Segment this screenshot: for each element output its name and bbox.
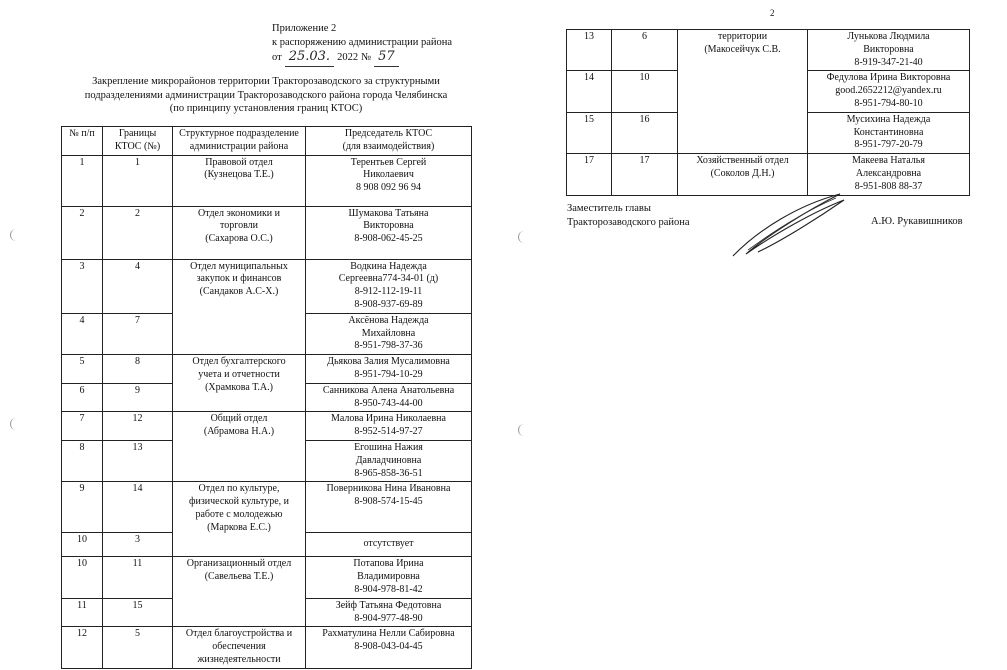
- row-bounds: 14: [103, 482, 173, 533]
- row-num: 6: [62, 383, 103, 412]
- handwritten-signature: [728, 190, 848, 260]
- row-chair: отсутствует: [306, 533, 472, 557]
- row-bounds: 2: [103, 206, 173, 259]
- row-unit: Отдел по культуре, физической культуре, и работе с молодежью (Маркова Е.С.): [173, 482, 306, 557]
- title-line-2: подразделениями администрации Тракторозаводского района города Челябинска: [84, 89, 448, 101]
- table-row: [62, 206, 472, 259]
- order-reference: к распоряжению администрации района: [272, 36, 453, 48]
- row-bounds: 16: [612, 112, 678, 153]
- title-line-3: (по принципу установления границ КТОС): [169, 103, 363, 115]
- row-chair: Зейф Татьяна Федотовна 8-904-977-48-90: [306, 598, 472, 627]
- row-bounds: 4: [103, 259, 173, 313]
- row-bounds: 12: [103, 412, 173, 441]
- row-num: 3: [62, 259, 103, 313]
- row-chair: Терентьев Сергей Николаевич 8 908 092 96 94: [306, 155, 472, 206]
- row-num: 5: [62, 355, 103, 384]
- appendix-header: [272, 22, 502, 67]
- row-chair: Потапова Ирина Владимировна 8-904-978-81-42: [306, 557, 472, 598]
- header-chair: Председатель КТОС (для взаимодействия): [306, 127, 472, 156]
- row-chair: Дьякова Залия Мусалимовна 8-951-794-10-29: [306, 355, 472, 384]
- row-bounds: 5: [103, 627, 173, 668]
- row-bounds: 8: [103, 355, 173, 384]
- row-num: 12: [62, 627, 103, 668]
- row-num: 8: [62, 440, 103, 481]
- signatory-title-line-1: Заместитель главы: [567, 203, 651, 214]
- row-num: 10: [62, 533, 103, 557]
- row-unit: Отдел благоустройства и обеспечения жизнедеятельности: [173, 627, 306, 668]
- row-chair: Шумакова Татьяна Викторовна 8-908-062-45-25: [306, 206, 472, 259]
- punch-hole-mark: [10, 229, 19, 241]
- row-unit: Отдел бухгалтерского учета и отчетности (Храмкова Т.А.): [173, 355, 306, 412]
- row-bounds: 6: [612, 30, 678, 71]
- table-row: [62, 355, 472, 384]
- row-num: 11: [62, 598, 103, 627]
- row-bounds: 17: [612, 154, 678, 195]
- row-bounds: 1: [103, 155, 173, 206]
- row-bounds: 10: [612, 71, 678, 112]
- appendix-label: Приложение 2: [272, 23, 337, 34]
- row-chair: Санникова Алена Анатольевна 8-950-743-44-00: [306, 383, 472, 412]
- row-bounds: 15: [103, 598, 173, 627]
- row-unit: Отдел муниципальных закупок и финансов (Сандаков А.С-Х.): [173, 259, 306, 355]
- table-row: [567, 154, 970, 195]
- order-year: 2022: [337, 52, 359, 64]
- document-title: [60, 75, 472, 116]
- signatory-title: [567, 202, 690, 230]
- header-bounds: Границы КТОС (№): [103, 127, 173, 156]
- row-chair: Лунькова Людмила Викторовна 8-919-347-21-40: [808, 30, 970, 71]
- row-unit: Организационный отдел (Савельева Т.Е.): [173, 557, 306, 627]
- table-header-row: [62, 127, 472, 156]
- row-chair: Аксёнова Надежда Михайловна 8-951-798-37-36: [306, 313, 472, 354]
- header-num: № п/п: [62, 127, 103, 156]
- row-chair: Егошина Нажия Давладчиновна 8-965-858-36-51: [306, 440, 472, 481]
- header-unit: Структурное подразделение администрации района: [173, 127, 306, 156]
- signatory-title-line-2: Тракторозаводского района: [567, 217, 690, 229]
- row-num: 17: [567, 154, 612, 195]
- table-row: [62, 482, 472, 533]
- row-chair: Рахматулина Нелли Сабировна 8-908-043-04-45: [306, 627, 472, 668]
- row-num: 14: [567, 71, 612, 112]
- page-number: 2: [770, 8, 775, 18]
- row-unit: Общий отдел (Абрамова Н.А.): [173, 412, 306, 482]
- row-bounds: 7: [103, 313, 173, 354]
- table-row: [62, 627, 472, 668]
- number-label: №: [361, 52, 372, 64]
- row-chair: Малова Ирина Николаевна 8-952-514-97-27: [306, 412, 472, 441]
- row-bounds: 13: [103, 440, 173, 481]
- row-num: 10: [62, 557, 103, 598]
- table-row: [567, 30, 970, 71]
- continuation-table: [566, 29, 970, 196]
- row-chair: Поверникова Нина Ивановна 8-908-574-15-45: [306, 482, 472, 533]
- table-row: [62, 557, 472, 598]
- signatory-name: А.Ю. Рукавишников: [871, 216, 963, 227]
- row-bounds: 3: [103, 533, 173, 557]
- row-num: 13: [567, 30, 612, 71]
- handwritten-number: 57: [374, 49, 399, 67]
- row-chair: Федулова Ирина Викторовна good.2652212@yandex.ru 8-951-794-80-10: [808, 71, 970, 112]
- title-line-1: Закрепление микрорайонов территории Тракторозаводского за структурными: [92, 76, 440, 87]
- row-chair: Макеева Наталья Александровна 8-951-808 88-37: [808, 154, 970, 195]
- row-chair: Водкина Надежда Сергеевна774-34-01 (д) 8-912-112-19-11 8-908-937-69-89: [306, 259, 472, 313]
- row-unit: территории (Макосейчук С.В.: [678, 30, 808, 154]
- row-num: 7: [62, 412, 103, 441]
- districts-table: [61, 126, 472, 669]
- row-bounds: 11: [103, 557, 173, 598]
- row-num: 4: [62, 313, 103, 354]
- handwritten-date: 25.03.: [285, 49, 334, 67]
- row-num: 1: [62, 155, 103, 206]
- row-chair: Мусихина Надежда Константиновна 8-951-797-20-79: [808, 112, 970, 153]
- row-unit: Хозяйственный отдел (Соколов Д.Н.): [678, 154, 808, 195]
- punch-hole-mark: [10, 418, 19, 430]
- row-unit: Отдел экономики и торговли (Сахарова О.С.): [173, 206, 306, 259]
- table-row: [62, 259, 472, 313]
- punch-hole-mark: [518, 424, 527, 436]
- row-num: 9: [62, 482, 103, 533]
- row-bounds: 9: [103, 383, 173, 412]
- row-num: 2: [62, 206, 103, 259]
- table-row: [62, 155, 472, 206]
- date-prefix: от: [272, 52, 282, 64]
- table-row: [62, 412, 472, 441]
- row-num: 15: [567, 112, 612, 153]
- order-date-line: [272, 49, 502, 67]
- punch-hole-mark: [518, 231, 527, 243]
- row-unit: Правовой отдел (Кузнецова Т.Е.): [173, 155, 306, 206]
